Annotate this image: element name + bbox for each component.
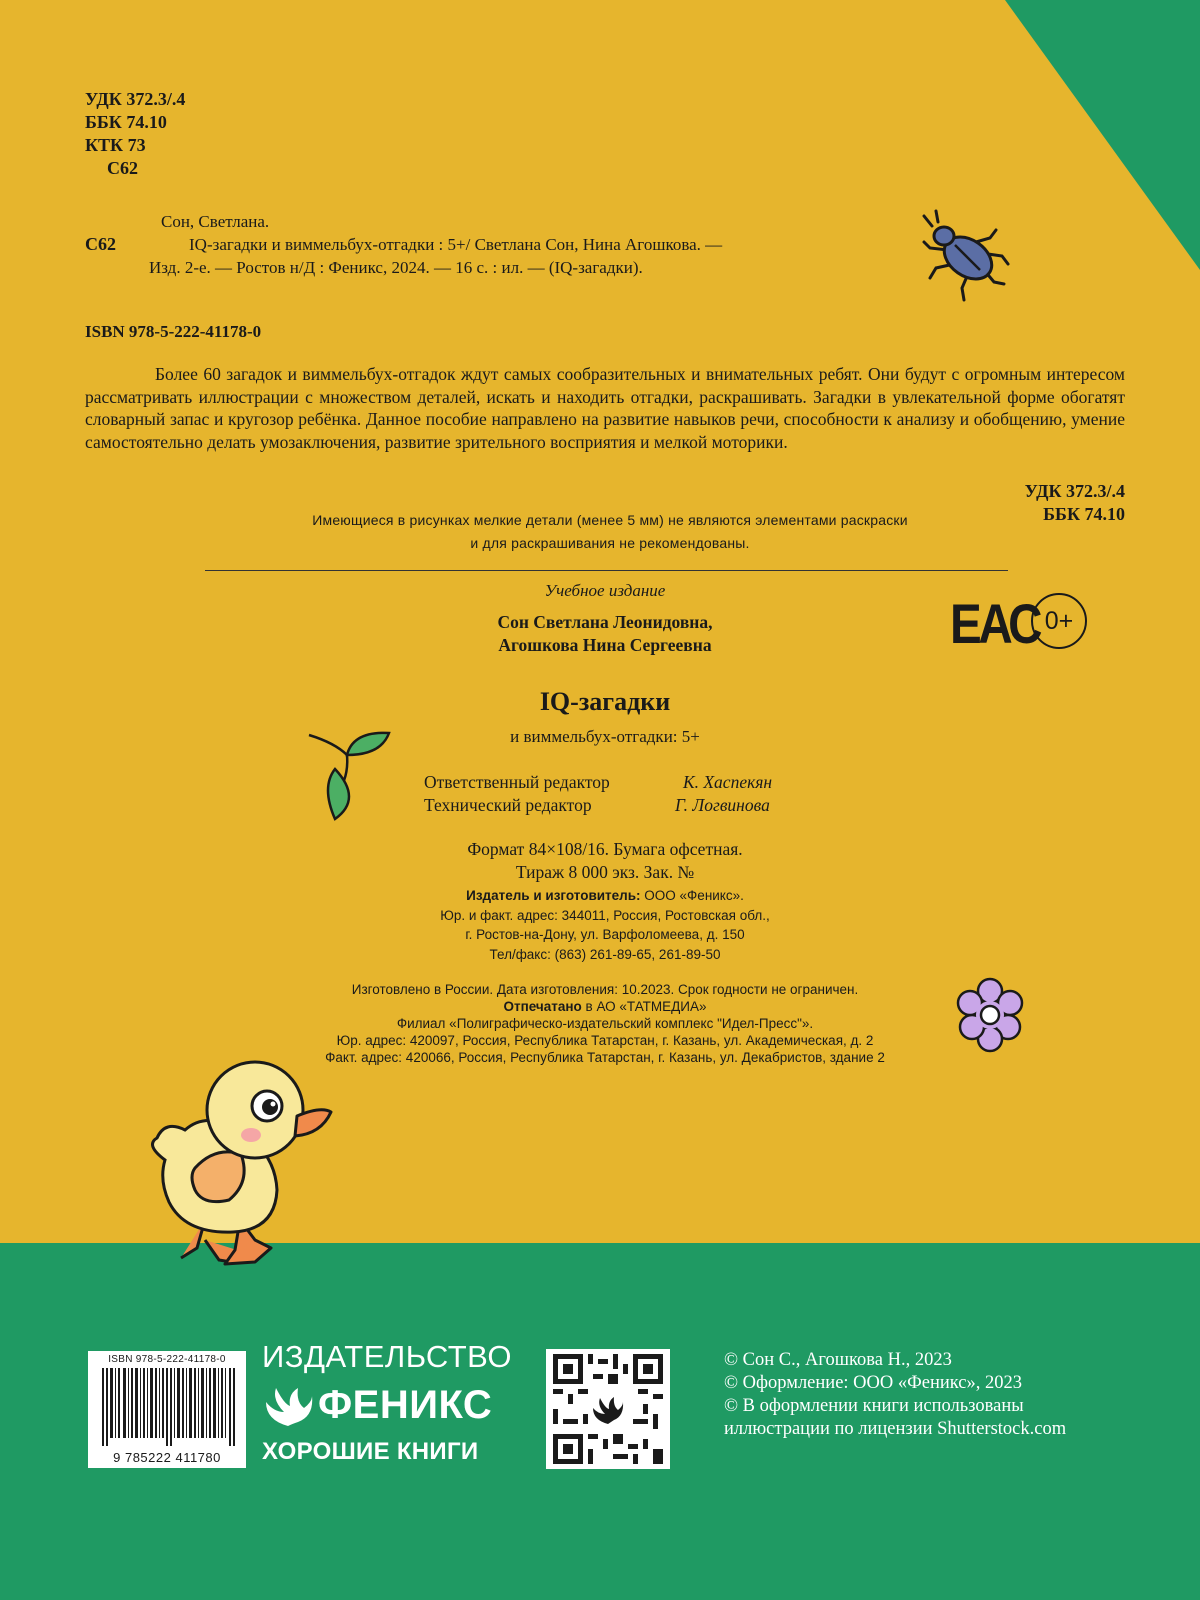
brand-publisher-word: ИЗДАТЕЛЬСТВО [262,1339,512,1374]
small-parts-warning [210,509,1010,555]
copyright-license: иллюстрации по лицензии Shutterstock.com [724,1419,1067,1439]
copyright-design: © Оформление: ООО «Феникс», 2023 [724,1373,1022,1393]
udk-code: УДК 372.3/.4 [85,89,186,109]
catalog-repeat [1025,480,1125,526]
author-2: Агошкова Нина Сергеевна [498,635,712,655]
flower-icon [950,975,1030,1055]
annotation [85,363,1125,453]
green-corner-triangle [1000,0,1200,270]
brand-slogan: ХОРОШИЕ КНИГИ [262,1438,479,1465]
printer-branch: Филиал «Полиграфическо-издательский комплекс "Идел-Пресс"». [396,1016,814,1031]
isbn-line: ISBN 978-5-222-41178-0 [85,322,262,341]
printer-label: Отпечатано [503,999,582,1014]
book-title: IQ-загадки [539,687,671,716]
print-run: Тираж 8 000 экз. Зак. № [515,862,695,882]
publisher-phone: Тел/факс: (863) 261-89-65, 261-89-50 [489,946,721,962]
publisher-label: Издатель и изготовитель: [466,888,641,903]
barcode-bars [102,1368,236,1446]
barcode-isbn-text: ISBN 978-5-222-41178-0 [108,1354,226,1365]
editor-row [424,794,804,817]
printer-name: в АО «ТАТМЕДИА» [581,999,707,1014]
phoenix-logo-icon [262,1386,314,1428]
qr-code [546,1349,670,1469]
warning-line-2: и для раскрашивания не рекомендованы. [470,535,750,551]
printer-line [255,998,955,1015]
manufacture-date: Изготовлено в России. Дата изготовления: 10.2023. Срок годности не ограничен. [351,982,859,997]
copyright-authors: © Сон С., Агошкова Н., 2023 [724,1350,952,1370]
printer-actual-address: Факт. адрес: 420066, Россия, Республика Татарстан, г. Казань, ул. Декабристов, здание 2 [325,1050,885,1065]
warning-line-1: Имеющиеся в рисунках мелкие детали (менее 5 мм) не являются элементами раскраски [312,512,908,528]
barcode-digits: 9 785222 411780 [113,1450,221,1465]
authors-block [405,611,805,657]
printer-legal-address: Юр. адрес: 420097, Россия, Республика Татарстан, г. Казань, ул. Академическая, д. 2 [336,1033,874,1048]
record-index: С62 [85,234,116,254]
qr-code-pattern [553,1354,663,1464]
age-rating: 0+ [1031,593,1087,649]
copyright-block [724,1349,1066,1441]
duckling-illustration [145,1050,345,1275]
bbk-repeat: ББК 74.10 [1043,504,1125,524]
editor-row [424,771,804,794]
brand-name: ФЕНИКС [318,1383,493,1427]
editor-name: Г. Логвинова [675,795,770,815]
author-index: С62 [107,158,138,178]
eac-mark: ЕАС [950,592,1040,655]
editor-name: К. Хаспекян [683,772,773,792]
annotation-text: Более 60 загадок и виммельбух-отгадок ждут самых сообразительных и внимательных ребят. Они будут с огромным интересом рассматривать иллюстрации с множеством деталей, искать и находить отгадки, раскрашивать. Загадки в увлекательной форме обогатят словарный запас и кругозор ребёнка. Данное пособие направлено на развитие навыков речи, способности к анализу и обобщению, умение самостоятельно делать умозаключения, развитие зрительного восприятия и мелкой моторики. [85,364,1125,452]
copyright-illustrations: © В оформлении книги использованы [724,1396,1024,1416]
record-edition: Изд. 2-е. — Ростов н/Д : Феникс, 2024. — 16 с. : ил. — (IQ-загадки). [149,258,643,277]
isbn-barcode [88,1351,246,1468]
editor-role: Ответственный редактор [424,772,610,792]
bbk-code: ББК 74.10 [85,112,167,132]
book-subtitle: и виммельбух-отгадки: 5+ [510,727,700,746]
author-1: Сон Светлана Леонидовна, [497,612,713,632]
record-title: IQ-загадки и виммельбух-отгадки : 5+/ Светлана Сон, Нина Агошкова. — [189,235,723,254]
publisher-line [395,886,815,906]
print-format: Формат 84×108/16. Бумага офсетная. [467,839,743,859]
publisher-block [395,886,815,964]
ktk-code: КТК 73 [85,135,146,155]
print-specs [400,838,810,884]
editors-block [424,771,804,817]
manufacture-block [255,981,955,1066]
publisher-address-1: Юр. и факт. адрес: 344011, Россия, Ростовская обл., [440,907,770,923]
udk-repeat: УДК 372.3/.4 [1024,481,1125,501]
edition-type: Учебное издание [544,581,666,600]
leaves-icon [305,725,395,825]
publisher-name: ООО «Феникс». [640,888,744,903]
beetle-icon [910,208,1015,308]
record-author: Сон, Светлана. [161,212,270,231]
publisher-address-2: г. Ростов-на-Дону, ул. Варфоломеева, д. 150 [465,927,745,942]
editor-role: Технический редактор [424,795,592,815]
catalog-codes [85,88,185,180]
divider-line [205,570,1008,571]
